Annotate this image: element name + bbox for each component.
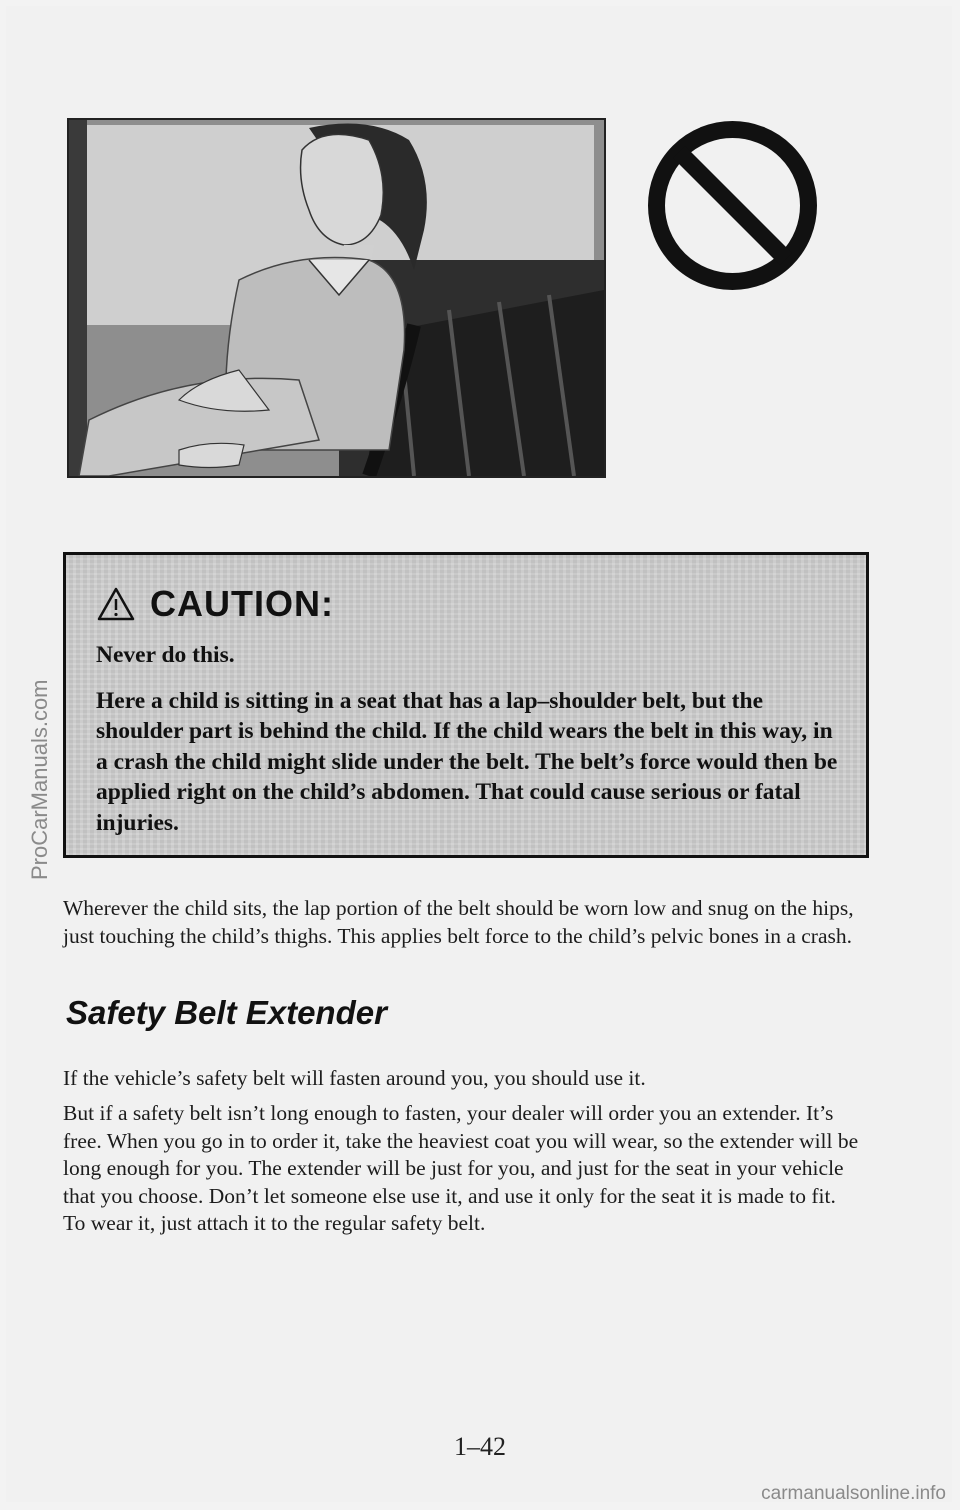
caution-lead: Never do this. (96, 642, 235, 668)
caution-title: CAUTION: (150, 583, 334, 624)
section-heading: Safety Belt Extender (66, 994, 387, 1031)
page-number: 1–42 (454, 1432, 506, 1461)
caution-header (96, 583, 334, 625)
bottom-watermark: carmanualsonline.info (761, 1483, 946, 1504)
extender-details (63, 1100, 863, 1238)
caution-body: Here a child is sitting in a seat that has a lap–shoulder belt, but the shoulder part is behind the child. If the child wears the belt in this way, in a crash the child might slide under the belt. The belt’s force would then be applied right on the child’s abdomen. That could cause serious or fatal injuries. (96, 687, 838, 836)
extender-intro (63, 1065, 863, 1093)
illustration-child-belt-behind (67, 118, 606, 478)
caution-box (63, 552, 869, 858)
prohibition-icon (645, 118, 820, 293)
extender-paragraph-1: If the vehicle’s safety belt will fasten around you, you should use it. (63, 1066, 646, 1090)
extender-paragraph-2: But if a safety belt isn’t long enough to fasten, your dealer will order you an extender. It’s free. When you go in to order it, take the heaviest coat you will wear, so the extender will be long enough for you. The extender will be just for you, and just for the seat in your vehicle that you choose. Don’t let someone else use it, and use it only for the seat it is made to fit. To wear it, just attach it to the regular safety belt. (63, 1101, 859, 1235)
caution-text (96, 640, 846, 838)
warning-triangle-icon (96, 586, 136, 622)
lap-belt-paragraph: Wherever the child sits, the lap portion of the belt should be worn low and snug on the hips, just touching the child’s thighs. This applies belt force to the child’s pelvic bones in a crash. (63, 896, 854, 948)
body-paragraph (63, 895, 863, 950)
side-watermark: ProCarManuals.com (27, 679, 52, 880)
illustration-drawing (69, 120, 604, 476)
